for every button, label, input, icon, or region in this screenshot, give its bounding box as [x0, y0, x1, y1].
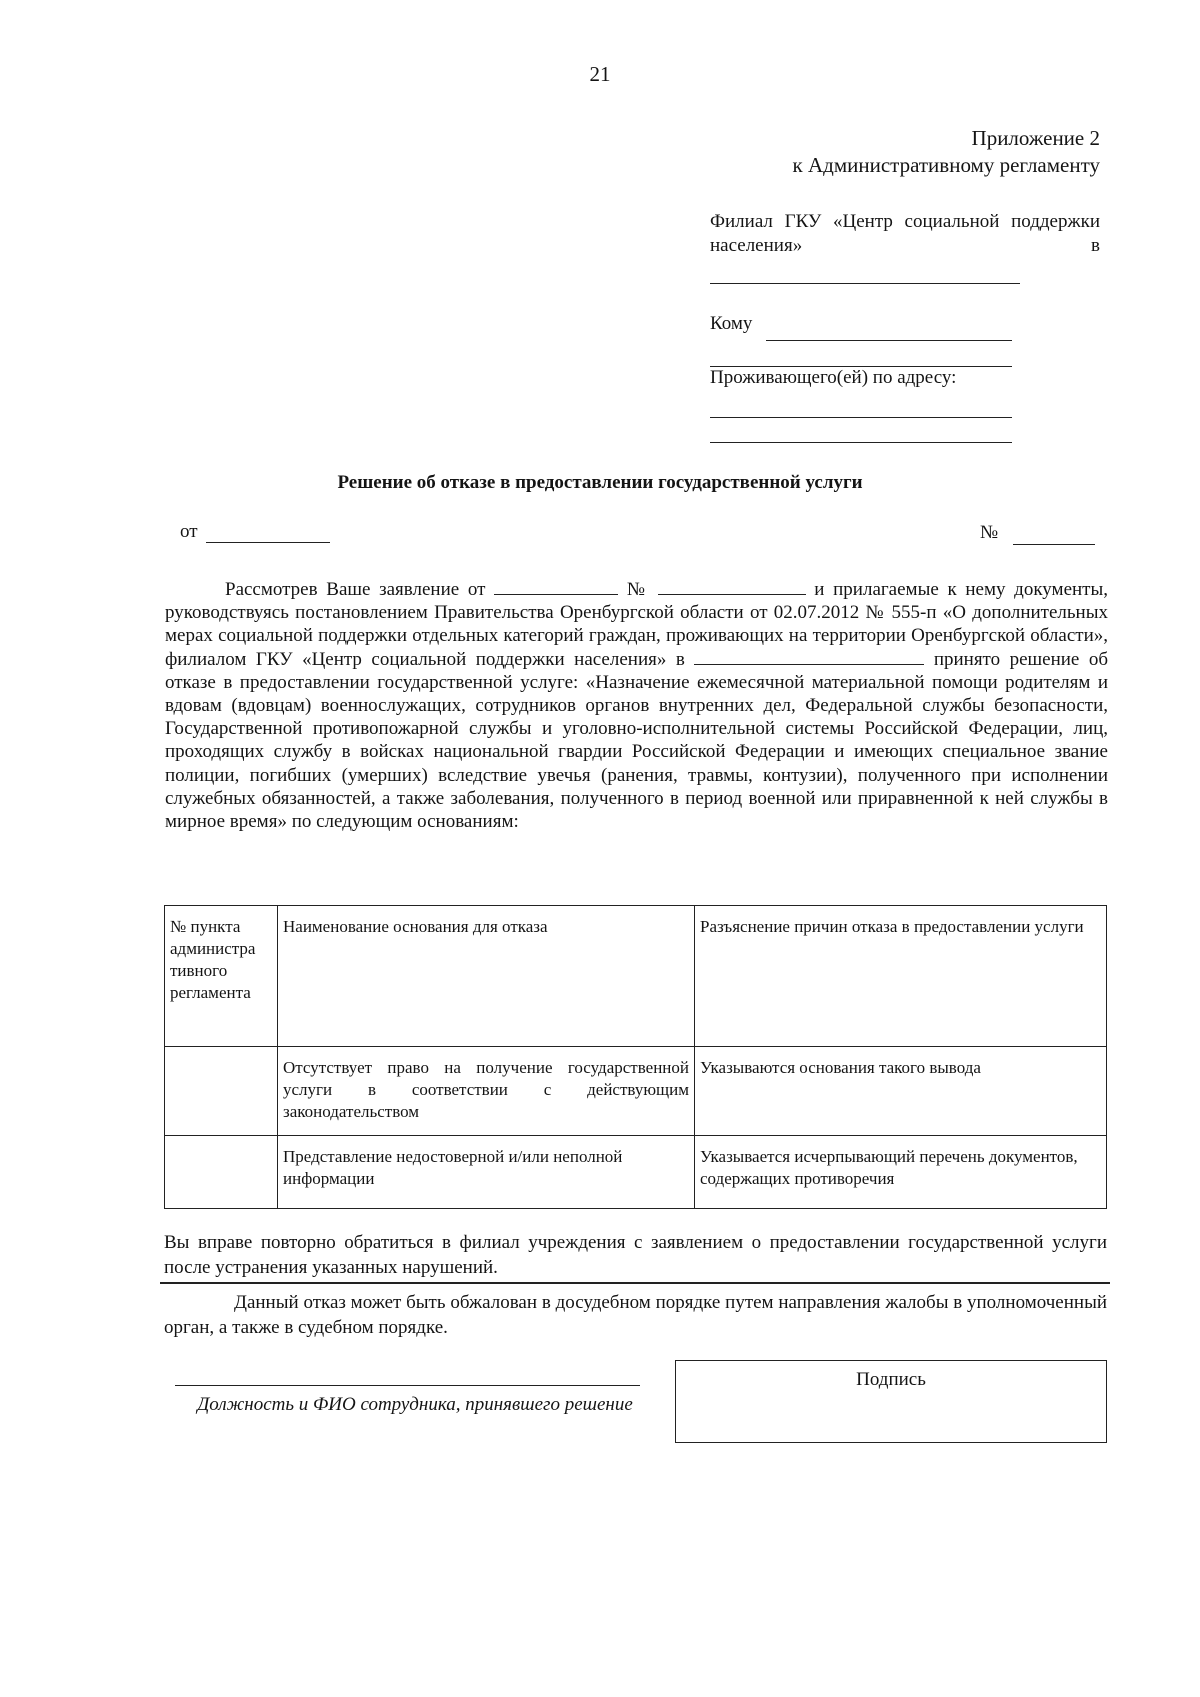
document-title: Решение об отказе в предоставлении государственной услуги: [337, 472, 863, 493]
address-line-2[interactable]: [710, 442, 1012, 443]
row-explanation: Указываются основания такого вывода: [695, 1047, 1107, 1136]
application-date-blank[interactable]: [494, 578, 618, 595]
signature-position-line[interactable]: [175, 1385, 640, 1386]
recipient-label: Кому: [710, 313, 753, 334]
signature-box-label: Подпись: [856, 1369, 926, 1390]
number-line[interactable]: [1013, 544, 1095, 545]
table-row: [165, 1136, 1107, 1209]
row-point: [165, 1047, 278, 1136]
address-line-1[interactable]: [710, 417, 1012, 418]
branch-location-blank[interactable]: [694, 648, 924, 665]
signature-box[interactable]: [675, 1360, 1107, 1443]
address-label: Проживающего(ей) по адресу:: [710, 367, 957, 388]
table-row: [165, 1047, 1107, 1136]
date-line[interactable]: [206, 542, 330, 543]
body-part-1: Рассмотрев Ваше заявление от: [225, 579, 486, 600]
recipient-line[interactable]: [766, 340, 1012, 341]
date-label: от: [180, 521, 198, 542]
body-part-3: и прилагаемые к нему документы, руководствуясь постановлением Правительства Оренбургской области от 02.07.2012 № 555-п «О дополнительных мерах социальной поддержки отдельных категорий граждан, проживающих на территории Оренбургской области», филиалом ГКУ «Центр социальной поддержки населения» в: [165, 579, 1109, 670]
appeal-text: Данный отказ может быть обжалован в досудебном порядке путем направления жалобы в уполномоченный орган, а также в судебном порядке.: [164, 1292, 1107, 1338]
row-reason: Отсутствует право на получение государственной услуги в соответствии с действующим законодательством: [278, 1047, 695, 1136]
body-part-4: принято решение об отказе в предоставлении государственной услуге: «Назначение ежемесячной материальной помощи родителям и вдовам (вдовцам) военнослужащих, сотрудников органов внутренних дел, Федеральной службы безопасности, Государственной противопожарной службы и уголовно-исполнительной системы Российской Федерации, лиц, проходящих службу в войсках национальной гвардии Российской Федерации и имеющих специальное звание полиции, погибших (умерших) вследствие увечья (ранения, травмы, контузии), полученного при исполнении служебных обязанностей, а также заболевания, полученного в период военной или приравненной к ней службы в мирное время» по следующим основаниям:: [165, 648, 1109, 833]
row-explanation: Указывается исчерпывающий перечень документов, содержащих противоречия: [695, 1136, 1107, 1209]
header-reason: Наименование основания для отказа: [278, 906, 695, 1047]
signature-position-caption: Должность и ФИО сотрудника, принявшего решение: [197, 1394, 633, 1415]
branch-text: Филиал ГКУ «Центр социальной поддержки населения» в: [710, 211, 1100, 256]
header-point: № пункта администра тивного регламента: [165, 906, 278, 1047]
refusal-reasons-table: [164, 905, 1107, 1209]
application-number-blank[interactable]: [658, 578, 806, 595]
decision-body: [165, 578, 1108, 833]
appendix-title: Приложение 2: [971, 126, 1100, 150]
header-explanation: Разъяснение причин отказа в предоставлении услуги: [695, 906, 1107, 1047]
section-divider: [160, 1282, 1110, 1284]
row-reason: Представление недостоверной и/или неполной информации: [278, 1136, 695, 1209]
repeat-application-text: Вы вправе повторно обратиться в филиал учреждения с заявлением о предоставлении государственной услуги после устранения указанных нарушений.: [164, 1232, 1107, 1278]
page-number: 21: [589, 62, 611, 86]
appendix-header: [793, 125, 1100, 179]
branch-name-line[interactable]: [710, 283, 1020, 284]
appendix-subtitle: к Административному регламенту: [792, 153, 1100, 177]
number-label: №: [980, 522, 999, 543]
row-point: [165, 1136, 278, 1209]
body-part-2: №: [626, 579, 649, 600]
table-header-row: [165, 906, 1107, 1047]
